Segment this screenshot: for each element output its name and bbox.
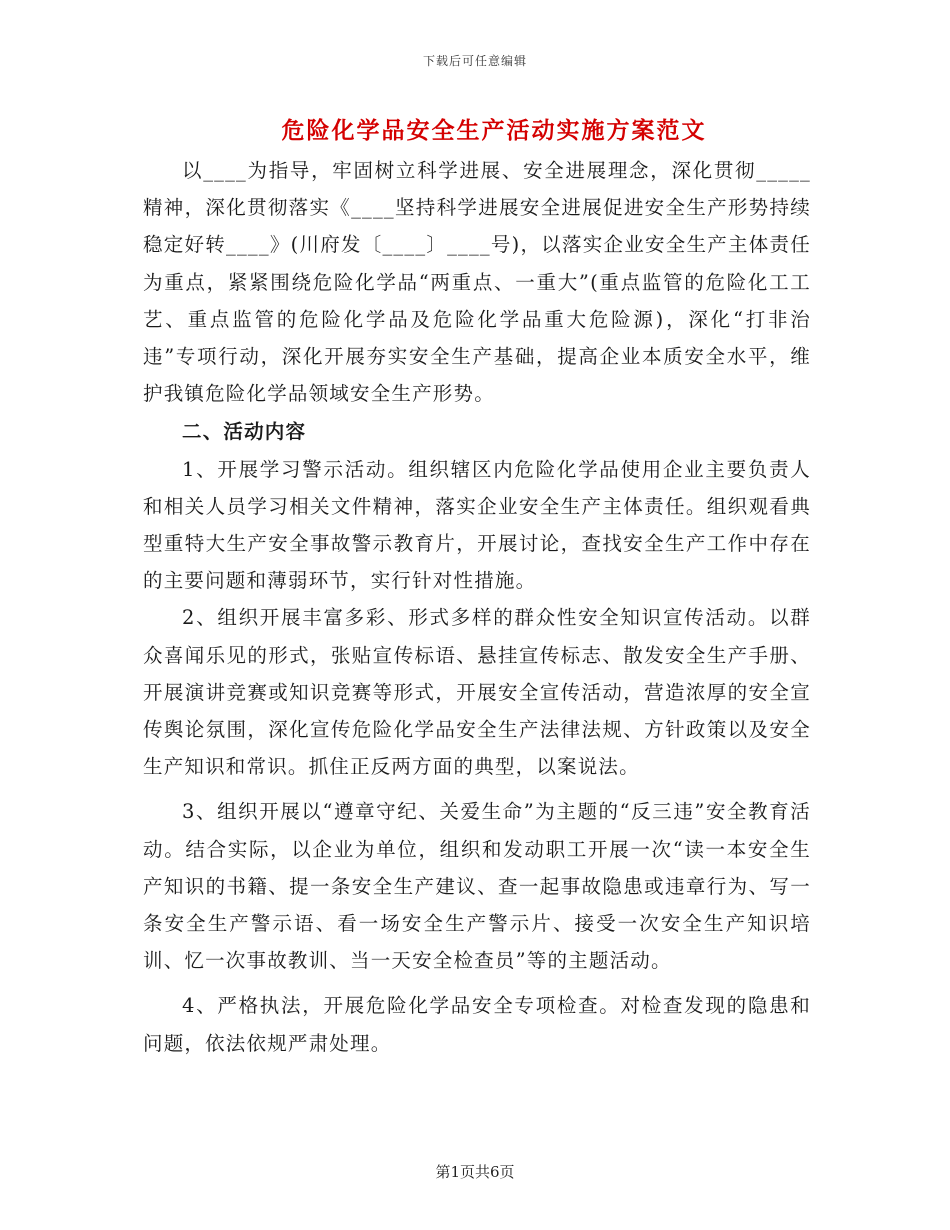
section-heading: 二、活动内容 xyxy=(182,420,307,444)
item-paragraph-2: 2、组织开展丰富多彩、形式多样的群众性安全知识宣传活动。以群众喜闻乐见的形式，张贴宣传标语、悬挂宣传标志、散发安全生产手册、开展演讲竞赛或知识竞赛等形式，开展安全宣传活动，营造浓厚的安全宣传舆论氛围，深化宣传危险化学品安全生产法律法规、方针政策以及安全生产知识和常识。抓住正反两方面的典型，以案说法。 xyxy=(143,606,811,779)
page-footer: 第1页共6页 xyxy=(435,1163,515,1181)
document-title: 危险化学品安全生产活动实施方案范文 xyxy=(281,117,707,144)
item-paragraph-3: 3、组织开展以“遵章守纪、关爱生命”为主题的“反三违”安全教育活动。结合实际，以企业为单位，组织和发动职工开展一次“读一本安全生产知识的书籍、提一条安全生产建议、查一起事故隐患或违章行为、写一条安全生产警示语、看一场安全生产警示片、接受一次安全生产知识培训、忆一次事故教训、当一天安全检查员”等的主题活动。 xyxy=(143,800,811,973)
header-note: 下载后可任意编辑 xyxy=(422,54,527,68)
intro-paragraph: 以____为指导，牢固树立科学进展、安全进展理念，深化贯彻_____精神，深化贯彻落实《____坚持科学进展安全进展促进安全生产形势持续稳定好转____》(川府发〔____〕____号)，以落实企业安全生产主体责任为重点，紧紧围绕危险化学品“两重点、一重大”(重点监管的危险化工工艺、重点监管的危险化学品及危险化学品重大危险源)，深化“打非治违”专项行动，深化开展夯实安全生产基础，提高企业本质安全水平，维护我镇危险化学品领域安全生产形势。 xyxy=(143,159,811,406)
item-paragraph-4: 4、严格执法，开展危险化学品安全专项检查。对检查发现的隐患和问题，依法依规严肃处理。 xyxy=(143,994,811,1055)
document-body xyxy=(143,152,811,1062)
item-paragraph-1: 1、开展学习警示活动。组织辖区内危险化学品使用企业主要负责人和相关人员学习相关文件精神，落实企业安全生产主体责任。组织观看典型重特大生产安全事故警示教育片，开展讨论，查找安全生产工作中存在的主要问题和薄弱环节，实行针对性措施。 xyxy=(143,457,811,593)
